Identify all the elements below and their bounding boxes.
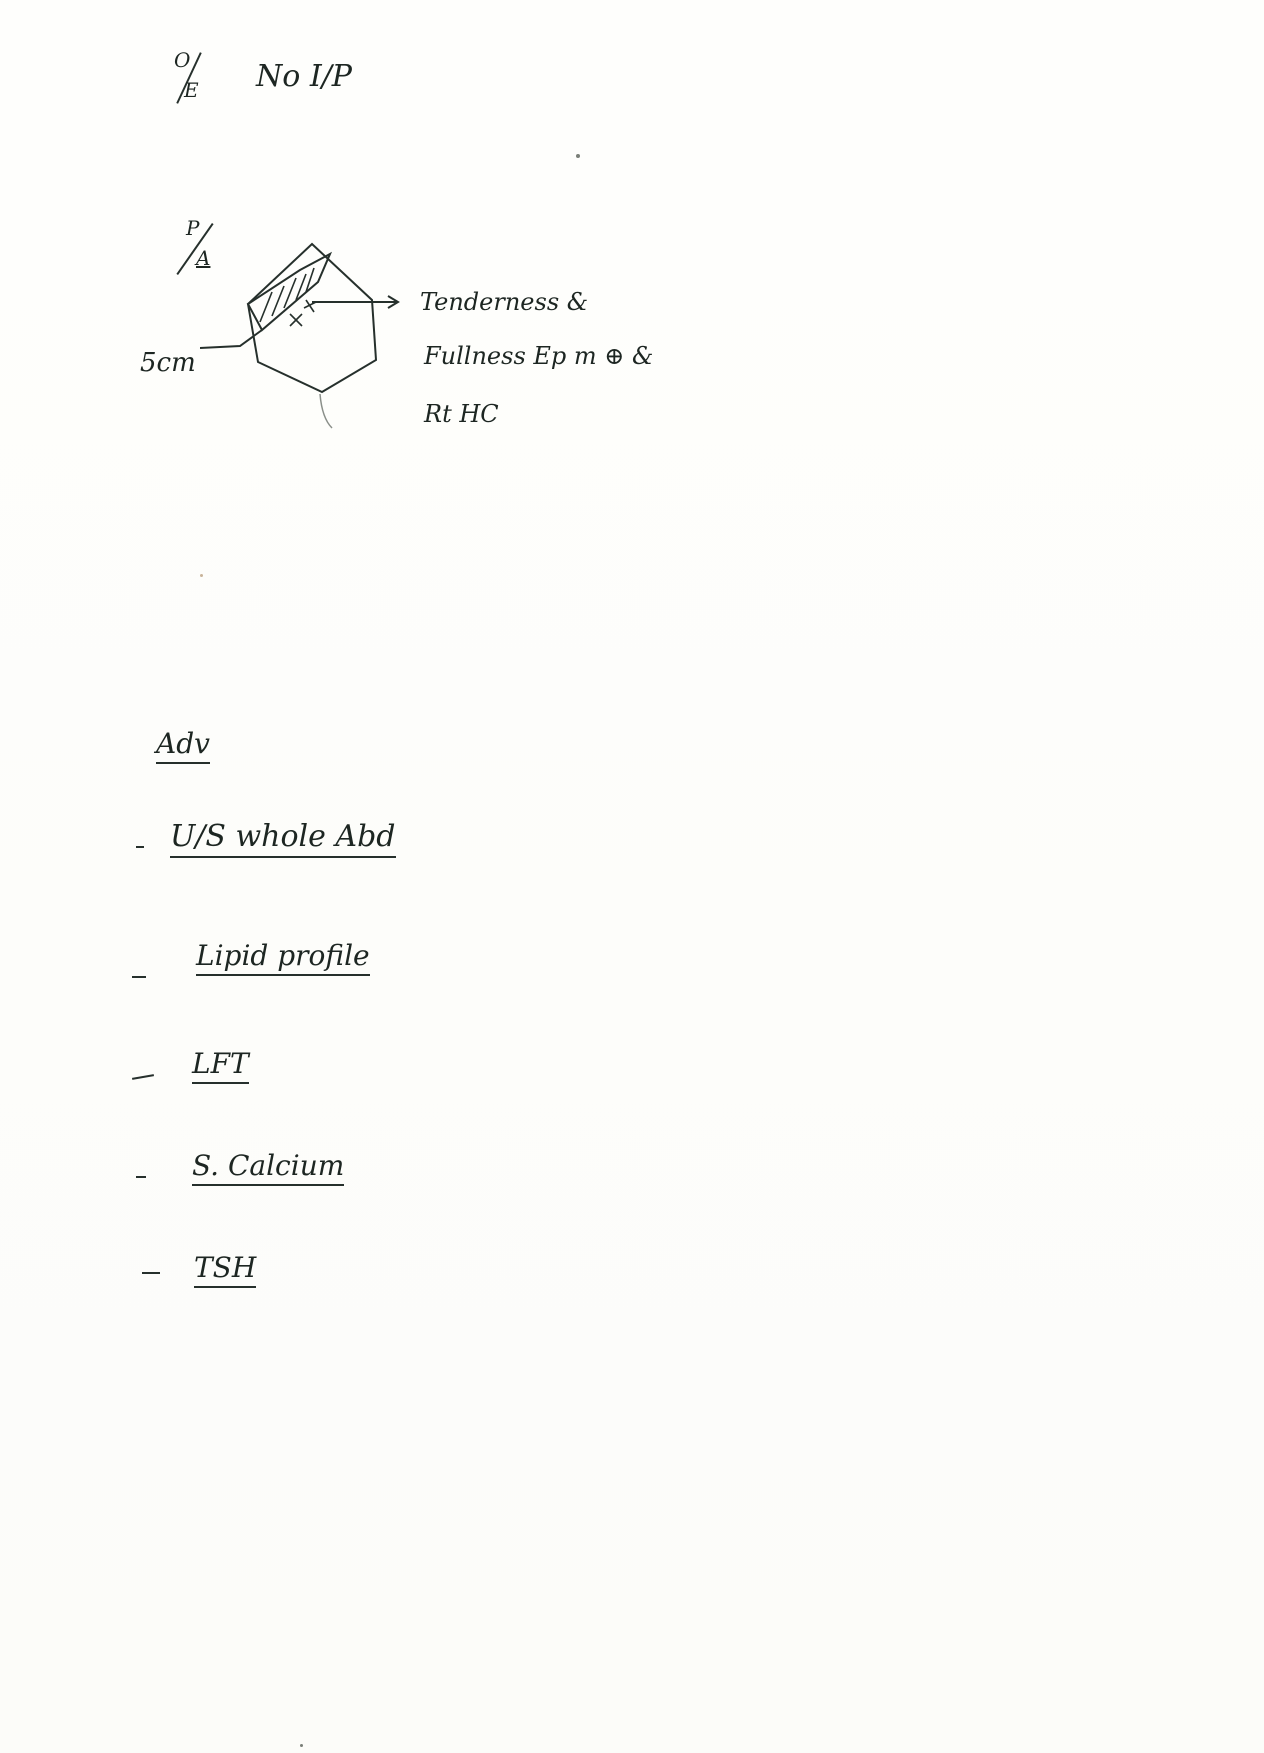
advice-item-tsh: TSH — [194, 1254, 256, 1288]
pa-denominator: A — [196, 246, 211, 270]
advice-item-lft: LFT — [192, 1050, 249, 1084]
scan-speck — [200, 574, 203, 577]
list-bullet-1 — [136, 846, 144, 848]
measurement-label: 5cm — [140, 348, 196, 378]
scan-speck — [300, 1744, 303, 1747]
pa-numerator: P — [186, 216, 200, 240]
finding-line-1: Tenderness & — [420, 288, 589, 316]
finding-line-3: Rt HC — [424, 400, 499, 428]
advice-item-calcium: S. Calcium — [192, 1152, 344, 1186]
advice-item-lipid-profile: Lipid profile — [196, 942, 370, 976]
oe-denominator: E — [184, 78, 199, 102]
advice-heading: Adv — [156, 730, 210, 764]
list-bullet-5 — [142, 1272, 160, 1274]
scan-speck — [576, 154, 580, 158]
finding-line-2: Fullness Ep m ⊕ & — [424, 342, 654, 370]
list-bullet-2 — [132, 976, 146, 978]
list-bullet-3 — [132, 1074, 154, 1080]
abdomen-outline — [248, 244, 376, 392]
list-bullet-4 — [136, 1176, 146, 1178]
advice-item-ultrasound: U/S whole Abd — [170, 822, 396, 858]
oe-numerator: O — [174, 48, 191, 72]
oe-label — [170, 48, 210, 108]
abdomen-diagram-icon — [200, 230, 400, 440]
no-input-label: No I/P — [256, 59, 352, 94]
